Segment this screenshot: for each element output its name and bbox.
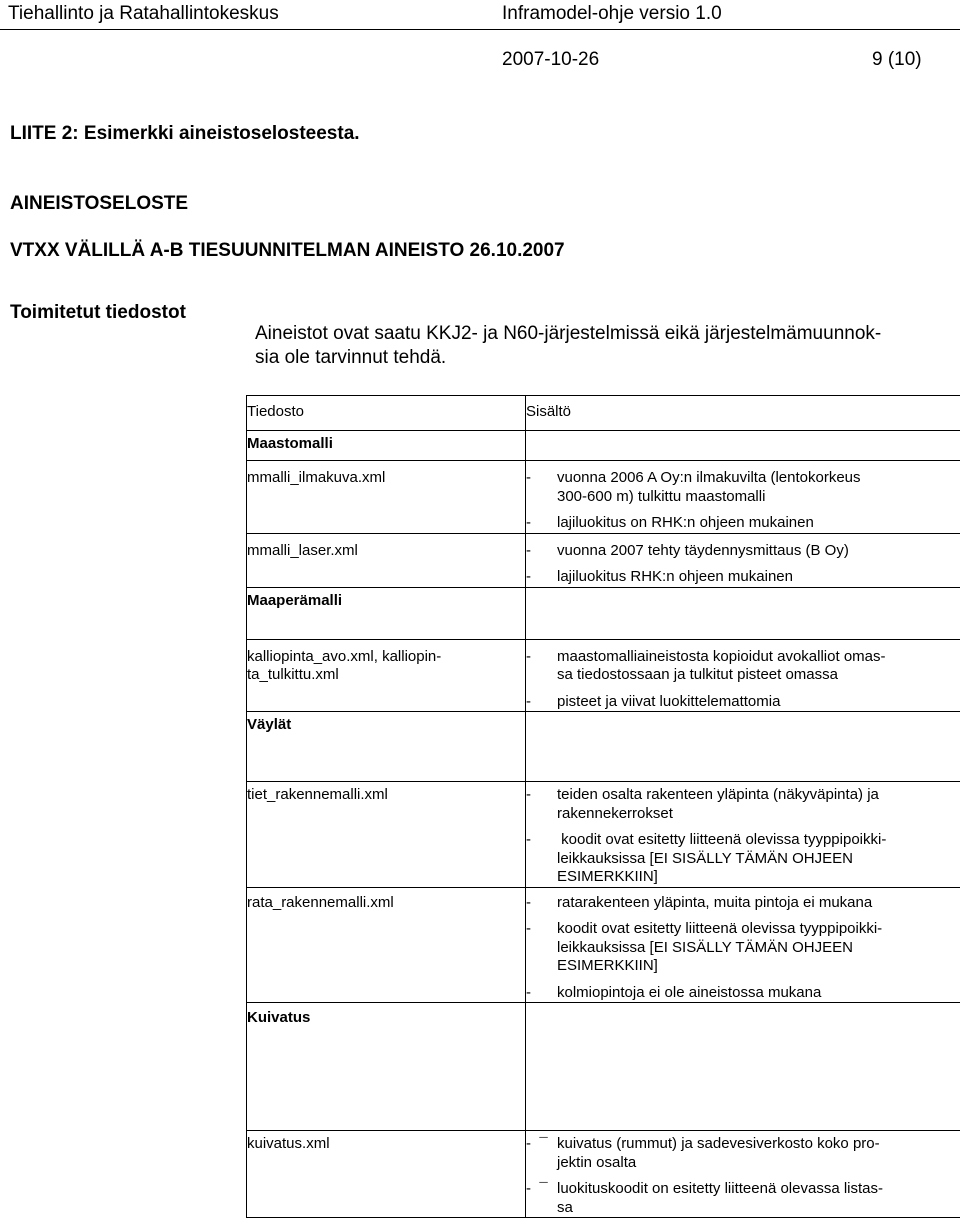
intro-line: sia ole tarvinnut tehdä.	[255, 346, 945, 370]
header-date: 2007-10-26	[502, 49, 599, 71]
file-name-line: rata_rakennemalli.xml	[247, 894, 525, 913]
item-text	[557, 984, 960, 1003]
empty-cell	[526, 587, 960, 639]
file-name-line: ta_tulkittu.xml	[247, 666, 525, 685]
bullet-dash: - ¯	[526, 1135, 557, 1172]
content-cell	[526, 533, 960, 587]
empty-cell	[526, 1003, 960, 1131]
item-text-line: kuivatus (rummut) ja sadevesiverkosto koko pro-	[557, 1135, 960, 1154]
column-header-file: Tiedosto	[247, 396, 526, 431]
item-text-line: maastomalliaineistosta kopioidut avokalliot omas-	[557, 648, 960, 667]
content-item	[526, 568, 960, 587]
annex-title: LIITE 2: Esimerkki aineistoselosteesta.	[10, 123, 360, 145]
content-cell	[526, 639, 960, 712]
file-name-line: kuivatus.xml	[247, 1135, 525, 1154]
item-text-line: pisteet ja viivat luokittelemattomia	[557, 693, 960, 712]
header-rule	[0, 29, 960, 30]
file-row	[247, 782, 960, 888]
file-row	[247, 461, 960, 534]
content-cell	[526, 782, 960, 888]
section-heading: Toimitetut tiedostot	[10, 302, 186, 324]
item-text-line: ESIMERKKIIN]	[557, 957, 960, 976]
document-heading: AINEISTOSELOSTE	[10, 193, 188, 215]
content-item	[526, 693, 960, 712]
content-item	[526, 920, 960, 976]
bullet-dash: -	[526, 514, 557, 533]
item-text	[557, 648, 960, 685]
header-document-name: Inframodel-ohje versio 1.0	[502, 3, 722, 25]
file-name-cell	[247, 1131, 526, 1218]
bullet-dash: -	[526, 984, 557, 1003]
file-table	[246, 395, 960, 1218]
item-text	[557, 1180, 960, 1217]
header-page-number: 9 (10)	[872, 49, 922, 71]
item-text-line: luokituskoodit on esitetty liitteenä olevassa listas-	[557, 1180, 960, 1199]
item-text-line: kolmiopintoja ei ole aineistossa mukana	[557, 984, 960, 1003]
item-text	[557, 1135, 960, 1172]
item-text-line: teiden osalta rakenteen yläpinta (näkyväpinta) ja	[557, 786, 960, 805]
group-row	[247, 1003, 960, 1131]
item-text-line: leikkauksissa [EI SISÄLLY TÄMÄN OHJEEN	[557, 850, 960, 869]
content-cell	[526, 461, 960, 534]
content-cell	[526, 1131, 960, 1218]
bullet-dash: -	[526, 469, 557, 506]
item-text	[557, 831, 960, 887]
file-row	[247, 639, 960, 712]
intro-paragraph	[255, 322, 945, 370]
bullet-dash: -	[526, 920, 557, 976]
bullet-dash: -	[526, 831, 557, 887]
content-item	[526, 894, 960, 913]
item-text-line: leikkauksissa [EI SISÄLLY TÄMÄN OHJEEN	[557, 939, 960, 958]
bullet-dash: - ¯	[526, 1180, 557, 1217]
item-text-line: koodit ovat esitetty liitteenä olevissa tyyppipoikki-	[557, 920, 960, 939]
content-item	[526, 1180, 960, 1217]
group-row	[247, 712, 960, 782]
item-text-line: lajiluokitus on RHK:n ohjeen mukainen	[557, 514, 960, 533]
project-heading: VTXX VÄLILLÄ A-B TIESUUNNITELMAN AINEISTO 26.10.2007	[10, 240, 565, 262]
item-gap	[526, 976, 960, 984]
content-item	[526, 984, 960, 1003]
group-label: Kuivatus	[247, 1003, 526, 1131]
item-gap	[526, 685, 960, 693]
item-gap	[526, 1172, 960, 1180]
file-name-line: mmalli_ilmakuva.xml	[247, 469, 525, 488]
item-text-line: 300-600 m) tulkittu maastomalli	[557, 488, 960, 507]
content-item	[526, 514, 960, 533]
bullet-dash: -	[526, 568, 557, 587]
file-name-line: tiet_rakennemalli.xml	[247, 786, 525, 805]
bullet-dash: -	[526, 786, 557, 823]
item-gap	[526, 506, 960, 514]
bullet-dash: -	[526, 894, 557, 913]
content-item	[526, 831, 960, 887]
group-label: Maastomalli	[247, 431, 526, 461]
file-name-cell	[247, 782, 526, 888]
item-text	[557, 542, 960, 561]
bullet-dash: -	[526, 542, 557, 561]
group-row	[247, 587, 960, 639]
column-header-content: Sisältö	[526, 396, 960, 431]
item-text	[557, 693, 960, 712]
item-text-line: rakennekerrokset	[557, 805, 960, 824]
item-text	[557, 514, 960, 533]
item-text-line: vuonna 2007 tehty täydennysmittaus (B Oy)	[557, 542, 960, 561]
file-row	[247, 533, 960, 587]
file-name-cell	[247, 639, 526, 712]
group-label: Väylät	[247, 712, 526, 782]
item-text-line: jektin osalta	[557, 1154, 960, 1173]
item-text-line: lajiluokitus RHK:n ohjeen mukainen	[557, 568, 960, 587]
item-text	[557, 894, 960, 913]
file-name-cell	[247, 887, 526, 1003]
item-text-line: sa	[557, 1199, 960, 1218]
file-name-line: kalliopinta_avo.xml, kalliopin-	[247, 648, 525, 667]
item-text-line: ratarakenteen yläpinta, muita pintoja ei mukana	[557, 894, 960, 913]
item-gap	[526, 823, 960, 831]
item-text	[557, 469, 960, 506]
intro-line: Aineistot ovat saatu KKJ2- ja N60-järjestelmissä eikä järjestelmämuunnok-	[255, 322, 945, 346]
item-text-line: koodit ovat esitetty liitteenä olevissa tyyppipoikki-	[557, 831, 960, 850]
item-text-line: vuonna 2006 A Oy:n ilmakuvilta (lentokorkeus	[557, 469, 960, 488]
item-text	[557, 920, 960, 976]
group-label: Maaperämalli	[247, 587, 526, 639]
content-item	[526, 786, 960, 823]
content-item	[526, 1135, 960, 1172]
content-item	[526, 469, 960, 506]
file-row	[247, 1131, 960, 1218]
item-text-line: ESIMERKKIIN]	[557, 868, 960, 887]
group-row	[247, 431, 960, 461]
content-cell	[526, 887, 960, 1003]
content-item	[526, 542, 960, 561]
file-name-cell	[247, 461, 526, 534]
item-text-line: sa tiedostossaan ja tulkitut pisteet omassa	[557, 666, 960, 685]
empty-cell	[526, 712, 960, 782]
empty-cell	[526, 431, 960, 461]
bullet-dash: -	[526, 693, 557, 712]
header-organization: Tiehallinto ja Ratahallintokeskus	[8, 3, 279, 25]
file-row	[247, 887, 960, 1003]
item-text	[557, 786, 960, 823]
file-name-cell	[247, 533, 526, 587]
item-text	[557, 568, 960, 587]
table-header-row	[247, 396, 960, 431]
file-name-line: mmalli_laser.xml	[247, 542, 525, 561]
bullet-dash: -	[526, 648, 557, 685]
item-gap	[526, 560, 960, 568]
item-gap	[526, 912, 960, 920]
content-item	[526, 648, 960, 685]
